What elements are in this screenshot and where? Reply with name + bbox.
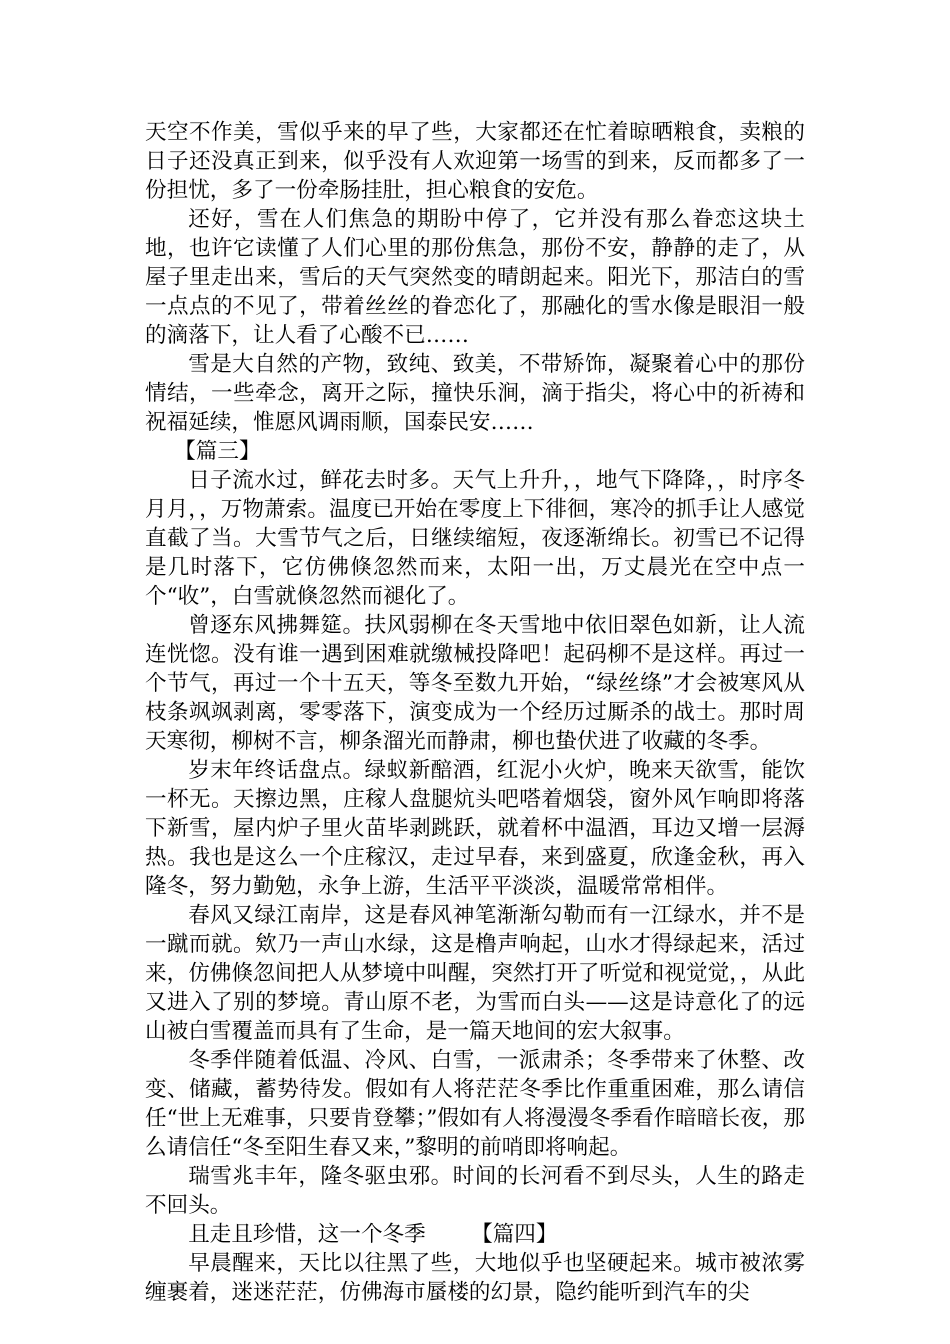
paragraph-snow-stopped: 还好，雪在人们焦急的期盼中停了，它并没有那么眷恋这块土地，也许它读懂了人们心里的那份焦急，那份不安，静静的走了，从屋子里走出来，雪后的天气突然变的晴朗起来。阳光下，那洁白的雪一点点的不见了，带着丝丝的眷恋化了，那融化的雪水像是眼泪一般的滴落下，让人看了心酸不已……	[145, 207, 805, 348]
section-heading-three: 【篇三】	[174, 439, 261, 464]
paragraph-willow: 曾逐东风拂舞筵。扶风弱柳在冬天雪地中依旧翠色如新，让人流连恍惚。没有谁一遇到困难就缴械投降吧！起码柳不是这样。再过一个节气，再过一个十五天，等冬至数九开始，“绿丝绦”才会被寒风从枝条飒飒剥离，零零落下，演变成为一个经历过厮杀的战士。那时周天寒彻，柳树不言，柳条溜光而静肃，柳也蛰伏进了收藏的冬季。	[145, 613, 805, 754]
paragraph-spring-wind: 春风又绿江南岸，这是春风神笔渐渐勾勒而有一江绿水，并不是一蹴而就。欸乃一声山水绿，这是橹声响起，山水才得绿起来，活过来，仿佛倏忽间把人从梦境中叫醒，突然打开了听觉和视觉觉，，从此又进入了别的梦境。青山原不老，为雪而白头——这是诗意化了的远山被白雪覆盖而具有了生命，是一篇天地间的宏大叙事。	[145, 903, 805, 1044]
paragraph-year-end: 岁末年终话盘点。绿蚁新醅酒，红泥小火炉，晚来天欲雪，能饮一杯无。天擦边黑，庄稼人盘腿炕头吧嗒着烟袋，窗外风乍响即将落下新雪，屋内炉子里火苗毕剥跳跃，就着杯中温酒，耳边又增一层溽热。我也是这么一个庄稼汉，走过早春，来到盛夏，欣逢金秋，再入隆冬，努力勤勉，永争上游，生活平平淡淡，温暖常常相伴。	[145, 758, 805, 899]
paragraph-auspicious-snow: 瑞雪兆丰年，隆冬驱虫邪。时间的长河看不到尽头，人生的路走不回头。	[145, 1164, 805, 1218]
paragraph-snow-nature: 雪是大自然的产物，致纯、致美，不带矫饰，凝聚着心中的那份情结，一些牵念，离开之际，撞快乐涧，滴于指尖，将心中的祈祷和祝福延续，惟愿风调雨顺，国泰民安……	[145, 352, 805, 435]
paragraph-days-flow: 日子流水过，鲜花去时多。天气上升升，，地气下降降，，时序冬月月，，万物萧索。温度已开始在零度上下徘徊，寒冷的抓手让人感觉直截了当。大雪节气之后，日继续缩短，夜逐渐绵长。初雪已不记得是几时落下，它仿佛倏忽然而来，太阳一出，万丈晨光在空中点一个“收”，白雪就倏忽然而褪化了。	[145, 468, 805, 609]
paragraph-morning: 早晨醒来，天比以往黑了些，大地似乎也坚硬起来。城市被浓雾缠裹着，迷迷茫茫，仿佛海市蜃楼的幻景，隐约能听到汽车的尖	[145, 1251, 805, 1305]
closing-line: 且走且珍惜，这一个冬季	[188, 1222, 426, 1247]
section-heading-four: 【篇四】	[471, 1222, 558, 1247]
document-page	[145, 118, 805, 1307]
paragraph-snow-opening: 天空不作美，雪似乎来的早了些，大家都还在忙着晾晒粮食，卖粮的日子还没真正到来，似乎没有人欢迎第一场雪的到来，反而都多了一份担忧，多了一份牵肠挂肚，担心粮食的安危。	[145, 120, 805, 203]
paragraph-winter-season: 冬季伴随着低温、冷风、白雪，一派肃杀；冬季带来了休整、改变、储藏，蓄势待发。假如有人将茫茫冬季比作重重困难，那么请信任“世上无难事，只要肯登攀；”假如有人将漫漫冬季看作暗暗长夜，那么请信任“冬至阳生春又来，”黎明的前哨即将响起。	[145, 1048, 805, 1160]
closing-line-row	[145, 1220, 805, 1249]
